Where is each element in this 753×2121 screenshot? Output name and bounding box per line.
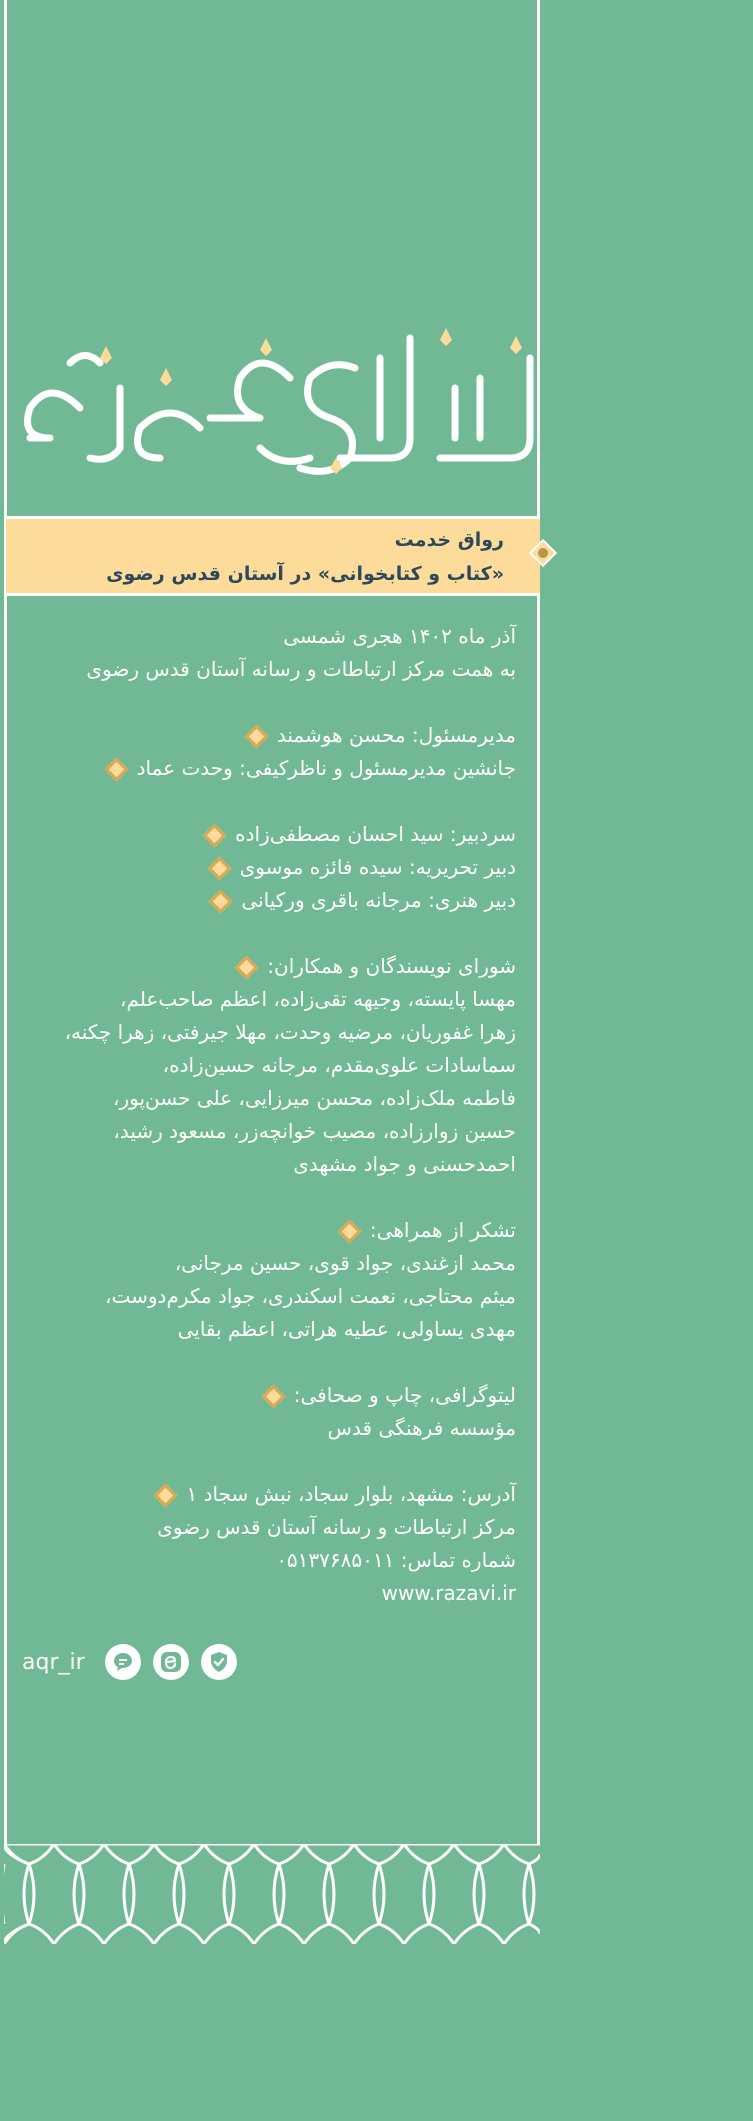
contact-org: مرکز ارتباطات و رسانه آستان قدس رضوی (157, 1515, 516, 1539)
title-banner (6, 516, 540, 596)
thanks-line: محمد ازغندی، جواد قوی، حسین مرجانی، (174, 1251, 516, 1275)
staff-deputy: جانشین مدیرمسئول و ناظرکیفی: وحدت عماد (20, 752, 516, 785)
writers-line: سماسادات علوی‌مقدم، مرجانه حسین‌زاده، (162, 1053, 516, 1077)
verified-shield-icon[interactable] (201, 1644, 237, 1680)
basmala-calligraphy (10, 318, 550, 488)
writers-line: حسین زوارزاده، مصیب خوانچه‌زر، مسعود رشید، (113, 1119, 516, 1143)
frame-line-right (537, 0, 540, 1844)
colophon-text (20, 620, 516, 1610)
contact-address: آدرس: مشهد، بلوار سجاد، نبش سجاد ۱ (20, 1478, 516, 1511)
issue-publisher: به همت مرکز ارتباطات و رسانه آستان قدس رضوی (86, 657, 516, 681)
banner-title: رواق خدمت (394, 529, 504, 551)
writers-line: احمدحسنی و جواد مشهدی (293, 1152, 516, 1176)
social-handle[interactable]: aqr_ir (22, 1649, 85, 1675)
thanks-line: میثم محتاجی، نعمت اسکندری، جواد مکرم‌دوست، (105, 1284, 516, 1308)
staff-art-director: دبیر هنری: مرجانه باقری ورکیانی (20, 884, 516, 917)
issue-date: آذر ماه ۱۴۰۲ هجری شمسی (283, 624, 516, 648)
thanks-heading: تشکر از همراهی: (20, 1214, 516, 1247)
thanks-line: مهدی یساولی، عطیه هراتی، اعظم بقایی (177, 1317, 516, 1341)
writers-line: فاطمه ملک‌زاده، محسن میرزایی، علی حسن‌پور، (113, 1086, 516, 1110)
frame-line-left (4, 0, 7, 1844)
staff-director: مدیرمسئول: محسن هوشمند (20, 719, 516, 752)
writers-line: زهرا غفوریان، مرضیه وحدت، مهلا جیرفتی، زهرا چکنه، (64, 1020, 516, 1044)
banner-subtitle: «کتاب و کتابخوانی» در آستان قدس رضوی (106, 563, 504, 585)
printing-heading: لیتوگرافی، چاپ و صحافی: (20, 1379, 516, 1412)
website-link[interactable]: www.razavi.ir (381, 1581, 516, 1605)
social-row (22, 1642, 237, 1682)
writers-line: مهسا پایسته، وجیهه تقی‌زاده، اعظم صاحب‌علم، (120, 987, 516, 1011)
printing-value: مؤسسه فرهنگی قدس (327, 1416, 516, 1440)
staff-editor-in-chief: سردبیر: سید احسان مصطفی‌زاده (20, 818, 516, 851)
eitaa-icon[interactable] (153, 1644, 189, 1680)
staff-editorial-secretary: دبیر تحریریه: سیده فائزه موسوی (20, 851, 516, 884)
contact-phone: شماره تماس: ۰۵۱۳۷۶۸۵۰۱۱ (276, 1548, 516, 1572)
chat-bubble-icon[interactable] (105, 1644, 141, 1680)
writers-heading: شورای نویسندگان و همکاران: (20, 950, 516, 983)
lattice-pattern (4, 1844, 540, 1944)
banner-diamond-ornament-icon (528, 538, 558, 568)
